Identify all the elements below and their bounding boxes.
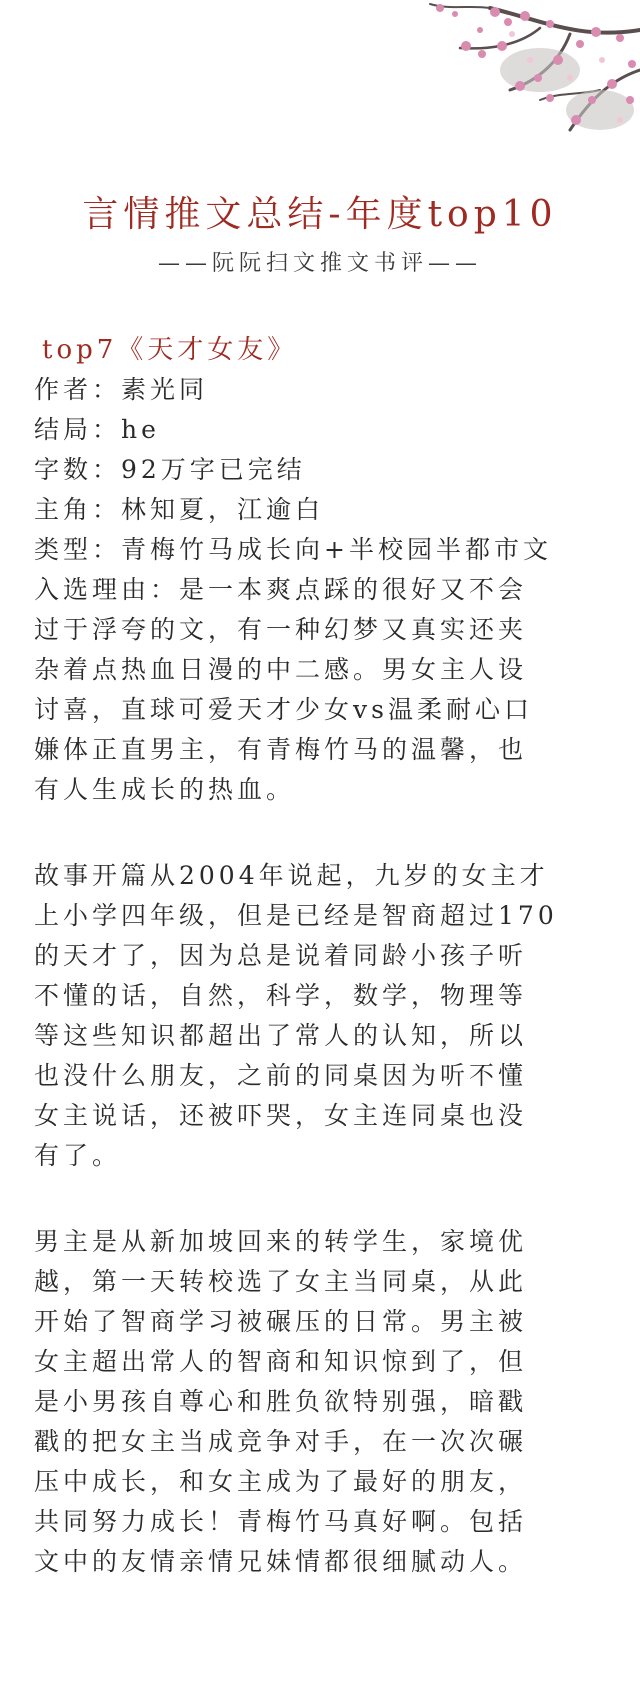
paragraph-line: 女主超出常人的智商和知识惊到了，但 — [34, 1347, 528, 1376]
paragraph-line: 也没什么朋友，之前的同桌因为听不懂 — [34, 1061, 528, 1090]
paragraph-line: 压中成长，和女主成为了最好的朋友， — [34, 1467, 528, 1496]
paragraph-line: 嫌体正直男主，有青梅竹马的温馨，也 — [34, 735, 528, 764]
paragraph-reason — [34, 570, 610, 810]
page-title: 言情推文总结-年度top10 — [82, 194, 558, 235]
genre-line: 类型：青梅竹马成长向+半校园半都市文 — [34, 535, 552, 564]
paragraph-line: 越，第一天转校选了女主当同桌，从此 — [34, 1267, 528, 1296]
page-subtitle: ——阮阮扫文推文书评—— — [157, 251, 482, 276]
paragraph-line: 入选理由：是一本爽点踩的很好又不会 — [34, 575, 528, 604]
plum-blossom-decoration — [240, 0, 640, 140]
paragraph-line: 过于浮夸的文，有一种幻梦又真实还夹 — [34, 615, 528, 644]
article-body — [34, 330, 610, 1582]
paragraph-line: 男主是从新加坡回来的转学生，家境优 — [34, 1227, 528, 1256]
paragraph-line: 故事开篇从2004年说起，九岁的女主才 — [34, 861, 549, 890]
paragraph-line: 戳的把女主当成竞争对手，在一次次碾 — [34, 1427, 528, 1456]
paragraph-line: 等这些知识都超出了常人的认知，所以 — [34, 1021, 528, 1050]
paragraph-line: 不懂的话，自然，科学，数学，物理等 — [34, 981, 528, 1010]
paragraph-story-opening — [34, 856, 610, 1176]
paragraph-line: 是小男孩自尊心和胜负欲特别强，暗戳 — [34, 1387, 528, 1416]
paragraph-line: 开始了智商学习被碾压的日常。男主被 — [34, 1307, 528, 1336]
author-line: 作者：素光同 — [34, 375, 209, 404]
paragraph-line: 有人生成长的热血。 — [34, 775, 296, 804]
paragraph-line: 有了。 — [34, 1141, 122, 1170]
leads-line: 主角：林知夏，江逾白 — [34, 495, 325, 524]
paragraph-line: 讨喜，直球可爱天才少女vs温柔耐心口 — [34, 695, 533, 724]
word-count-line: 字数：92万字已完结 — [34, 455, 306, 484]
paragraph-line: 文中的友情亲情兄妹情都很细腻动人。 — [34, 1547, 528, 1576]
paragraph-gap — [34, 1176, 610, 1222]
paragraph-male-lead — [34, 1222, 610, 1582]
book-title: top7《天才女友》 — [42, 335, 298, 365]
paragraph-line: 共同努力成长！青梅竹马真好啊。包括 — [34, 1507, 528, 1536]
paragraph-line: 女主说话，还被吓哭，女主连同桌也没 — [34, 1101, 528, 1130]
paragraph-line: 杂着点热血日漫的中二感。男女主人设 — [34, 655, 528, 684]
ending-line: 结局：he — [34, 415, 160, 444]
paragraph-gap — [34, 810, 610, 856]
paragraph-line: 上小学四年级，但是已经是智商超过170 — [34, 901, 558, 930]
paragraph-line: 的天才了，因为总是说着同龄小孩子听 — [34, 941, 528, 970]
